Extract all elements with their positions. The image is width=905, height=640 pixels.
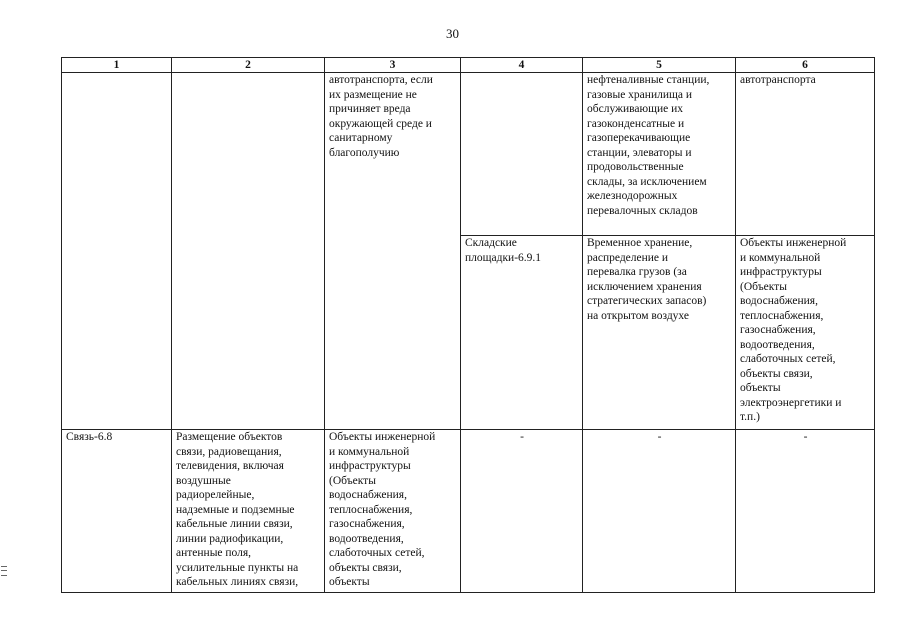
table-row [62,73,875,236]
column-header-2: 2 [172,58,325,73]
table-cell [583,73,736,236]
table-cell [62,430,172,593]
table-cell [583,236,736,430]
table-cell [172,73,325,430]
table-cell [325,430,461,593]
table-cell [461,236,583,430]
table-cell [583,430,736,593]
cell-text: - [657,431,662,443]
scan-edge-mark [1,566,7,576]
table-cell [172,430,325,593]
table-cell [62,73,172,430]
table-cell [736,236,875,430]
table-cell [461,430,583,593]
cell-text: - [520,431,524,443]
column-header-4: 4 [461,58,583,73]
column-header-6: 6 [736,58,875,73]
table-cell [736,430,875,593]
cell-text: автотранспорта, если их размещение не причиняет вреда окружающей среде и санитарному благополучию [329,74,433,159]
cell-text: Объекты инженерной и коммунальной инфраструктуры (Объекты водоснабжения, теплоснабжения, газоснабжения, водоотведения, слаботочных сетей, объекты связи, объекты электроэнергетики и т.п.) [740,237,847,423]
table-cell [325,73,461,430]
cell-text: нефтеналивные станции, газовые хранилища и обслуживающие их газоконденсатные и газоперекачивающие станции, элеваторы и продовольственные склады, за исключением железнодорожных перевалочных складов [587,74,710,217]
cell-text: автотранспорта [740,74,816,86]
cell-text: - [803,431,808,443]
column-header-5: 5 [583,58,736,73]
cell-text: Складские площадки-6.9.1 [465,237,542,264]
land-use-table [61,57,875,593]
cell-text: Объекты инженерной и коммунальной инфраструктуры (Объекты водоснабжения, теплоснабжения, газоснабжения, водоотведения, слаботочных сетей, объекты связи, объекты [329,431,436,588]
cell-text: Временное хранение, распределение и перевалка грузов (за исключением хранения стратегических запасов) на открытом воздухе [587,237,707,322]
column-header-3: 3 [325,58,461,73]
cell-text: Связь-6.8 [66,431,113,443]
cell-text: Размещение объектов связи, радиовещания, телевидения, включая воздушные радиорелейные, надземные и подземные кабельные линии связи, линии радиофикации, антенные поля, усилительные пункты на кабельных линиях связи, [176,431,299,588]
table-row [62,430,875,593]
column-header-1: 1 [62,58,172,73]
table-cell [461,73,583,236]
table-cell [736,73,875,236]
page-number: 30 [446,26,459,41]
table-header-row [62,58,875,73]
